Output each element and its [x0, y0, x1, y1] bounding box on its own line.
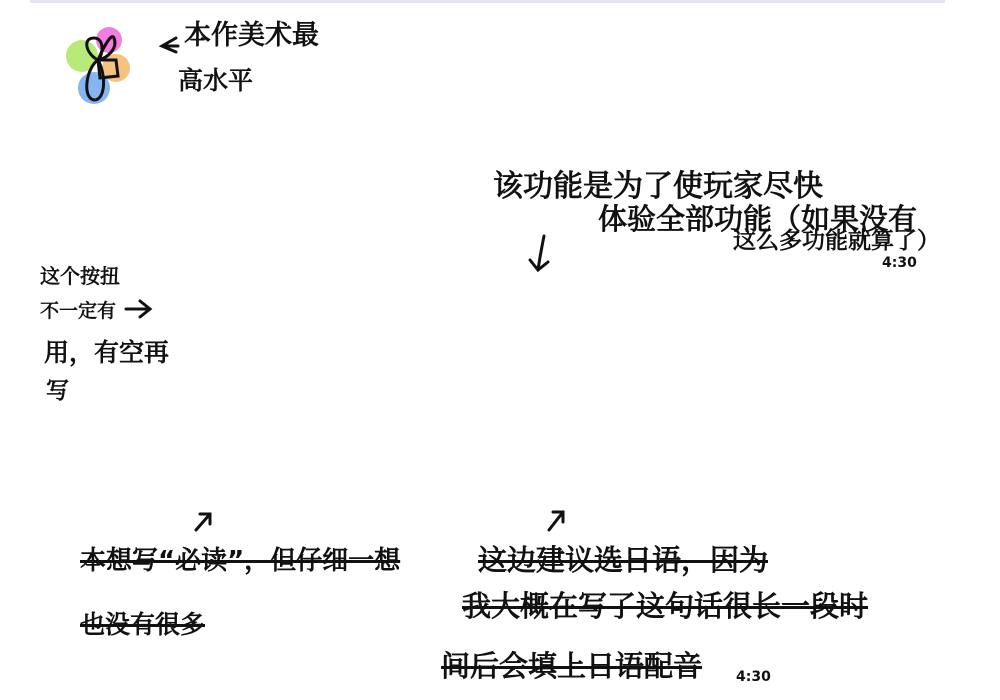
left-arrow-icon: [156, 34, 180, 56]
right-bottom-line3: 间后会填上日语配音: [441, 649, 703, 683]
right-bottom-time: 4:30: [736, 669, 771, 685]
feature-note-line1: 该功能是为了使玩家尽快: [493, 169, 823, 204]
right-arrow-icon: [124, 298, 154, 320]
feature-note-time: 4:30: [882, 255, 917, 271]
right-bottom-line2: 我大概在写了这句话很长一段时: [462, 589, 869, 623]
button-note-line1: 这个按扭: [40, 264, 120, 288]
button-note-line4: 写: [46, 378, 69, 404]
button-note-line3: 用，有空再: [44, 338, 170, 367]
art-note-line2: 高水平: [178, 66, 254, 95]
four-petal-logo-icon: [64, 24, 134, 108]
art-note-line1: 本作美术最: [184, 20, 319, 51]
left-bottom-line2: 也没有很多: [80, 610, 206, 639]
right-bottom-line1: 这边建议选日语，因为: [478, 543, 769, 577]
left-bottom-line1: 本想写“必读”，但仔细一想: [80, 546, 401, 576]
up-right-arrow-icon-left: [192, 508, 216, 534]
button-note-line2: 不一定有: [40, 300, 117, 322]
top-divider: [30, 0, 945, 3]
down-arrow-icon: [528, 232, 554, 274]
feature-note-line3: 这么多功能就算了）: [733, 228, 940, 254]
up-right-arrow-icon-right: [545, 506, 569, 534]
feature-note-line2: 体验全部功能（如果没有: [598, 202, 918, 236]
